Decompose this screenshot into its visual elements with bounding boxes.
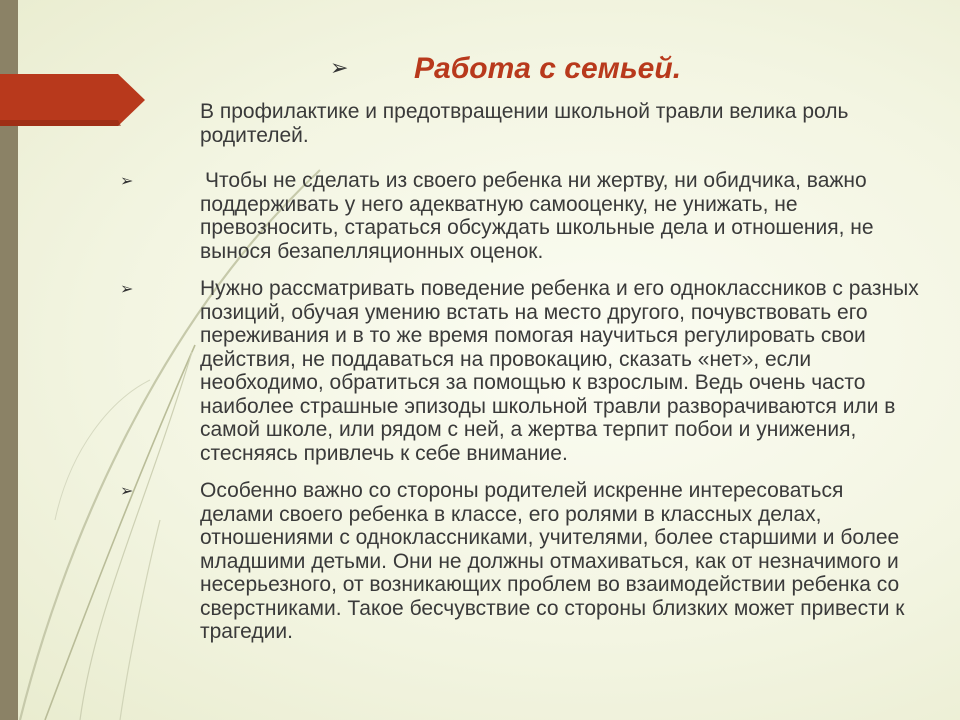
paragraph-text: В профилактике и предотвращении школьной травли велика роль родителей. (200, 100, 849, 147)
checkmark-bullet-icon: ➢ (330, 56, 349, 81)
checkmark-bullet-icon: ➢ (120, 171, 134, 190)
checkmark-bullet-icon: ➢ (120, 279, 134, 298)
checkmark-bullet-icon: ➢ (120, 481, 134, 500)
paragraph-text: Особенно важно со стороны родителей искренне интересоваться делами своего ребенка в классе, его ролями в классных делах, отношениями с одноклассниками, учителями, более старшими и более младшими детьми. Они не должны отмахиваться, как от незначимого и несерьезного, от возникающих проблем во взаимодействии ребенка со сверстниками. Такое бесчувствие со стороны близких может привести к трагедии. (200, 479, 905, 643)
paragraph-text: Чтобы не сделать из своего ребенка ни жертву, ни обидчика, важно поддерживать у него адекватную самооценку, не унижать, не превозносить, стараться обсуждать школьные дела и отношения, не вынося безапелляционных оценок. (200, 169, 874, 263)
paragraph-perspectives (120, 277, 920, 465)
slide-content (120, 100, 920, 658)
paragraph-interest (120, 479, 920, 644)
title-row (330, 52, 890, 94)
paragraph-self-esteem (120, 169, 920, 263)
slide-title: Работа с семьей. (414, 52, 682, 85)
paragraph-intro (120, 100, 920, 147)
paragraph-text: Нужно рассматривать поведение ребенка и его одноклассников с разных позиций, обучая умению встать на место другого, почувствовать его переживания и в то же время помогая научиться регулировать свои действия, не поддаваться на провокацию, сказать «нет», если необходимо, обратиться за помощью к взрослым. Ведь очень часто наиболее страшные эпизоды школьной травли разворачиваются или в самой школе, или рядом с ней, а жертва терпит побои и унижения, стесняясь привлечь к себе внимание. (200, 277, 919, 465)
